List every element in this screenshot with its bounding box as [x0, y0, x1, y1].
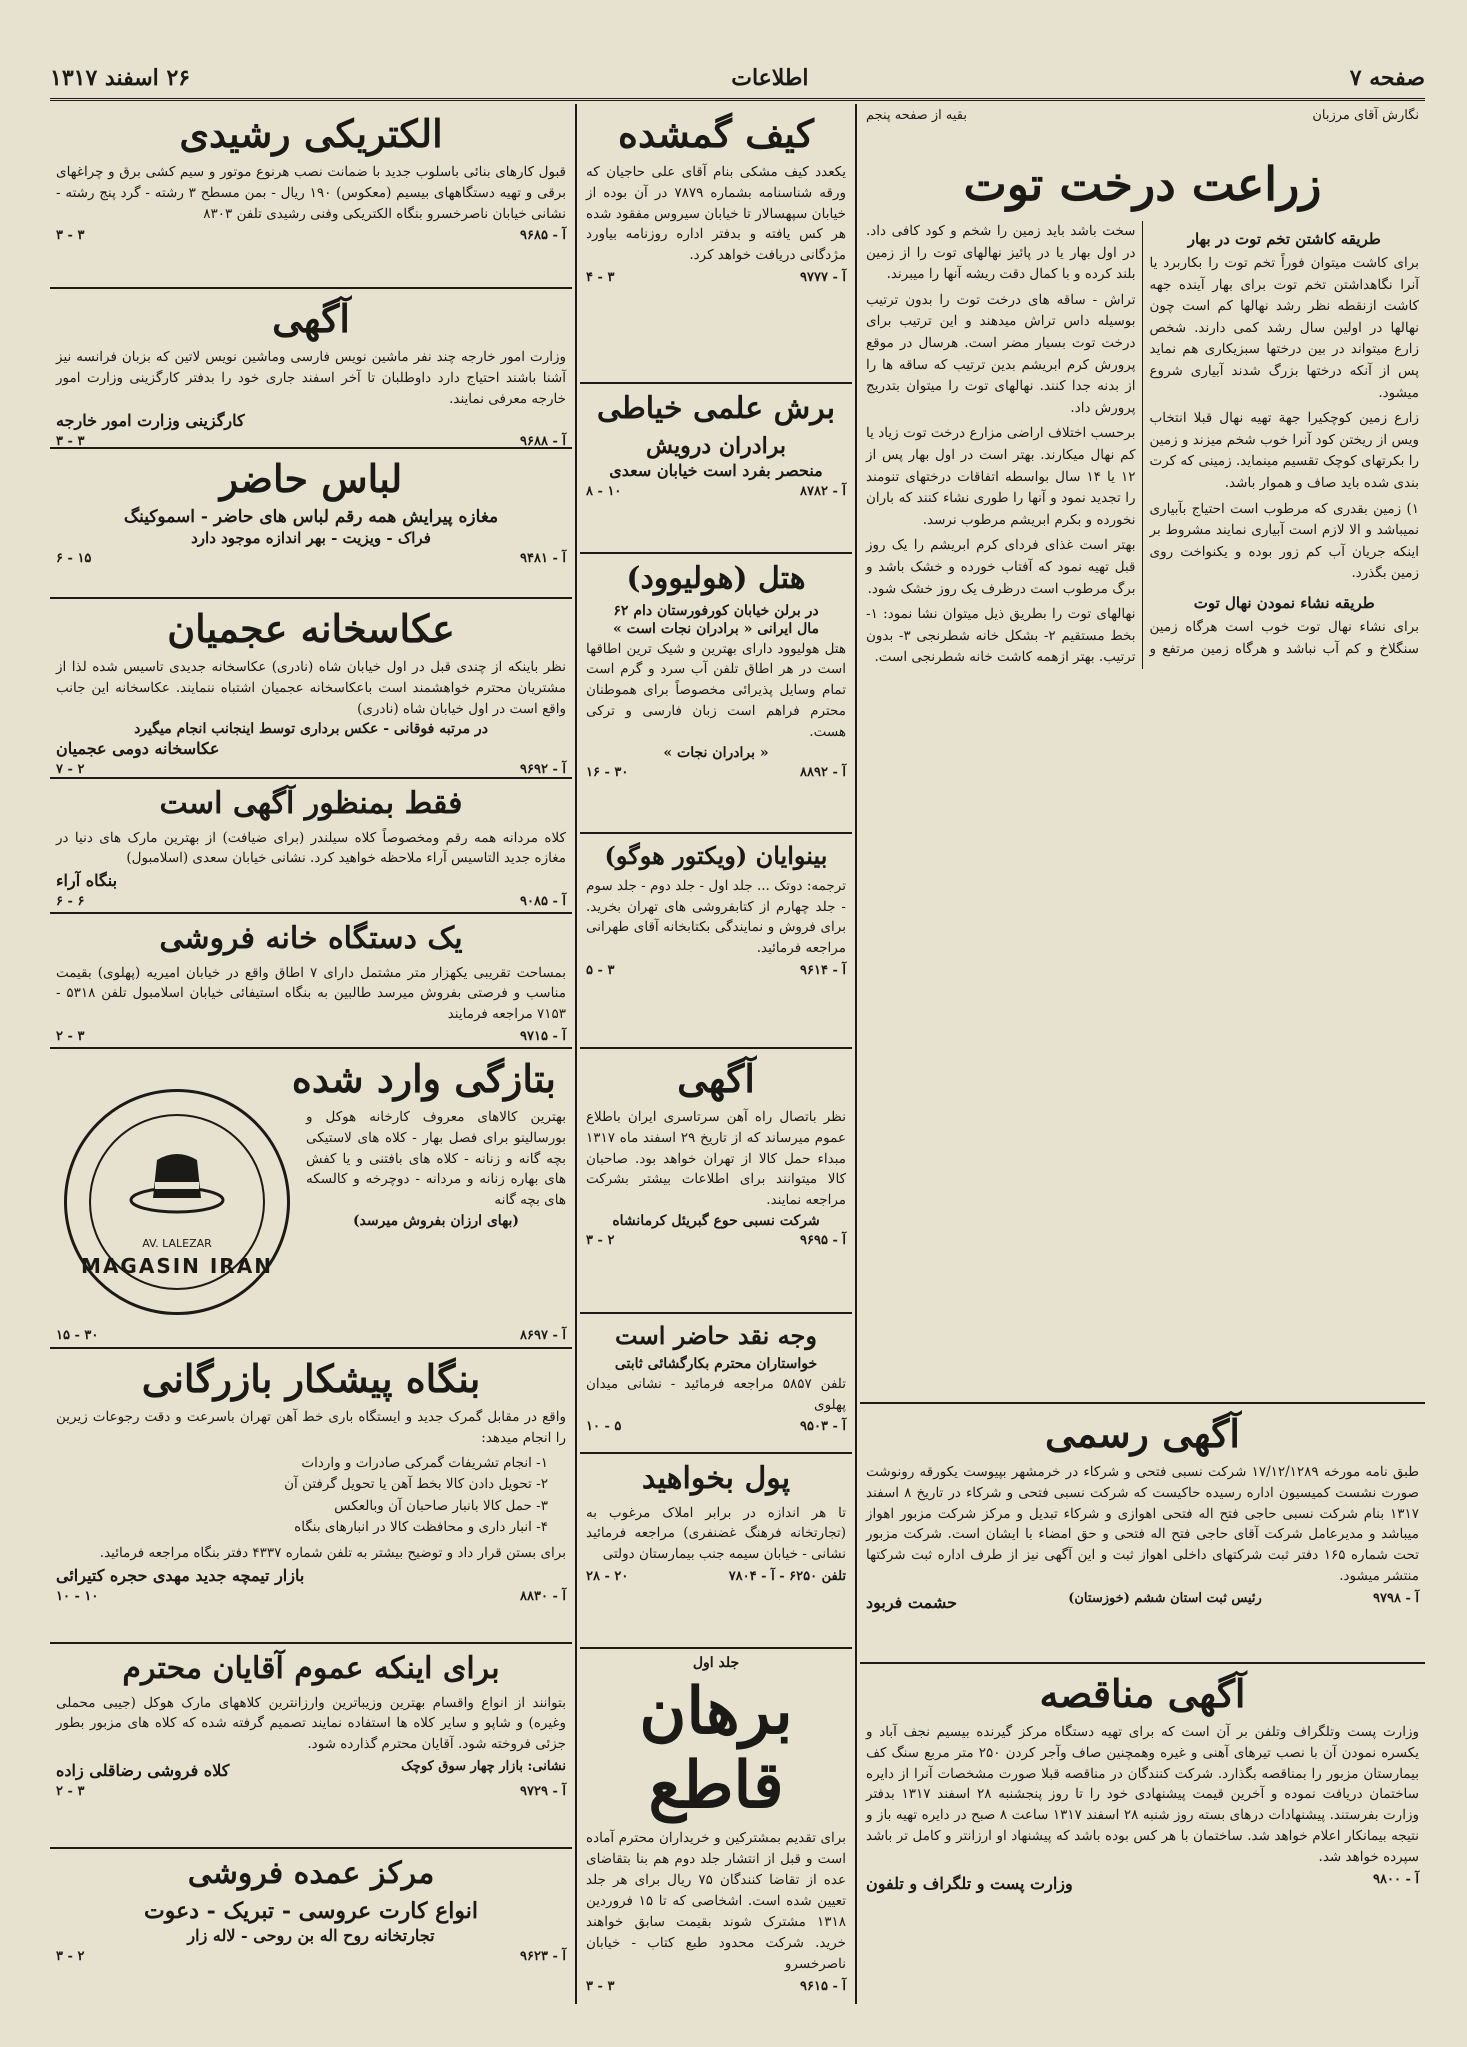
ad-run: ۳ - ۲ [56, 1029, 85, 1045]
ad-ref: آ - ۹۷۲۹ [520, 1784, 566, 1800]
ad-body: طبق نامه مورخه ۱۷/۱۲/۱۲۸۹ شرکت نسبی فتحی و شرکاء در خرمشهر بپیوست یکورقه رونوشت صورت نشست کمیسیون اداره رسیده حاکیست که شرکت نسبی فتحی و شرکاء در تاریخ ۸ اسفند ۱۳۱۷ بنام شرکت نسبی حاجی فتح اله فتحی اهوازی و شرکاء تبدیل و مرکز شرکت مزبور اهواز میباشد و مدیرعامل شرکت آقای حاجی فتح اله فتحی و حق امضاء با ایشان است. شرکت مزبور تحت شماره ۱۶۵ دفتر ثبت شرکتهای داخلی اهواز ثبت و این آگهی نیز از طرف اداره ثبت شرکتها منتشر میشود. [866, 1463, 1420, 1585]
paragraph: برای کاشت میتوان فوراً تخم توت را بکاربرد یا آنرا نگاهداشتن تخم توت برای بهار آینده جهه کاشت ازنقطه نظر رشد نهالها کم است چون نهالها در اولین سال رشد کمی دارند. شخص زارع میتواند در بین درختها سبزیکاری هم نماید پس از آنکه درختها بزرگ شدند آبیاری شروع میشود. [1149, 255, 1419, 401]
ad-body: ترجمه: دوتک ... جلد اول - جلد دوم - جلد سوم - جلد چهارم از کتابفروشی های تهران بخرید. برای فروش و نمایندگی بکتابخانه آقای طهرانی مراجعه فرمائید. [586, 877, 846, 957]
list-item: ۱- انجام تشریفات گمرکی صادرات و واردات [301, 1454, 548, 1471]
ad-run: ۱۰ - ۸ [586, 483, 622, 499]
ad-run: ۳ - ۵ [586, 963, 615, 979]
ad-subtitle: مال ایرانی « برادران نجات است » [612, 620, 820, 637]
ad-run: ۳ - ۳ [56, 434, 85, 449]
list-item: ۲- تحویل دادن کالا بخط آهن یا تحویل گرفتن آن [284, 1476, 548, 1493]
ad-run: ۳۰ - ۱۶ [586, 765, 629, 781]
paragraph: تراش - ساقه های درخت توت را بدون ترتیب بوسیله داس تراش میدهند و این ترتیب برای درخت توت بسیار مضر است. هرسال در موقع پرورش کرم ابریشم بدین ترتیب که ساقه ها را از بدنه جدا کنند. نهالهای توت را میتوان بتدریج پرورش داد. [866, 291, 1136, 416]
ad-subtitle: در مرتبه فوقانی - عکس برداری توسط اینجانب انجام میگیرد [134, 721, 488, 738]
page-number: صفحه ۷ [1349, 65, 1425, 91]
ad-wholesale [50, 1849, 572, 2004]
ad-title: برهان قاطع [639, 1674, 793, 1823]
ad-run: ۲ - ۷ [56, 762, 85, 778]
paragraph: ۱) زمین بقدری که مرطوب است احتیاج بآبیاری نمیباشد و الا لازم است آبیاری نمایند مشروط بر اینکه جریان آب کم زور بوده و یکنواخت روی زمین بگذرد. [1149, 500, 1419, 582]
ad-lost-bag [580, 104, 852, 384]
ad-title: فقط بمنظور آگهی است [159, 786, 463, 821]
paragraph: زارع زمین کوچکیرا جهة تهیه نهال قبلا انتخاب ویس از ریختن کود آنرا خوب شخم میزند و زمین را بکرتهای کوچک تقسیم مینماید. زمینی که کرت بندی شده باید صاف و هموار باشد. [1149, 410, 1419, 491]
ad-subtitle: تجارتخانه روح اله بن روحی - لاله زار [187, 1925, 435, 1945]
ad-title: یک دستگاه خانه فروشی [159, 921, 463, 956]
ad-run: ۶ - ۶ [56, 894, 85, 910]
ad-run: ۳۰ - ۱۵ [56, 1328, 99, 1343]
ad-run: ۳ - ۲ [56, 1784, 85, 1800]
hat-icon [127, 1142, 227, 1222]
ad-run: ۳ - ۳ [56, 228, 85, 244]
ad-run: ۲ - ۳ [586, 1233, 615, 1249]
ad-ref: آ - ۹۶۹۲ [520, 762, 566, 778]
ad-title: الکتریکی رشیدی [179, 111, 443, 156]
ad-run: ۱۰ - ۱۰ [56, 1588, 99, 1604]
ad-signature: بازار تیمچه جدید مهدی حجره کتیرائی [56, 1565, 305, 1585]
ad-ref: آ - ۹۷۷۷ [800, 270, 846, 286]
ad-subtitle: انواع کارت عروسی - تبریک - دعوت [144, 1897, 478, 1924]
ad-body: برای بستن قرار داد و توضیح بیشتر به تلفن شماره ۴۳۳۷ دفتر بنگاه مراجعه فرمائید. [99, 1544, 566, 1561]
ad-subtitle: خواستاران محترم بکارگشائی ثابتی [614, 1355, 818, 1372]
ad-ref: آ - ۹۶۸۸ [520, 434, 566, 449]
ad-ref: آ - ۹۶۱۴ [800, 963, 846, 979]
ad-run: ۲ - ۳ [56, 1948, 85, 1964]
ad-body: واقع در مقابل گمرک جدید و ایستگاه باری خط آهن تهران باسرعت و دقت رجوعات زیرین را انجام میدهد: [56, 1408, 566, 1446]
ad-body: یکعدد کیف مشکی بنام آقای علی حاجیان که ورقه شناسنامه بشماره ۷۸۷۹ در آن بوده از خیابان سپهسالار تا خیابان سیروس مفقود شده هر کس یافته و بدفتر اداره روزنامه بیاورد مژدگانی دریافت خواهد کرد. [586, 163, 846, 264]
ad-body: بتوانند از انواع واقسام بهترین وزیباترین وارزانترین کلاههای مارک هوکل (جیبی محملی وغیره) و شاپو و سایر کلاه ها استفاده نمایند تصمیم گرفته شده که کلاه های مزبور بطور جزئی فروخته شود. آقایان محترم گذارده شود. [56, 1694, 566, 1753]
ad-new-arrivals [50, 1049, 572, 1349]
ad-body: قبول کارهای بنائی باسلوب جدید با ضمانت نصب هرنوع موتور و سیم کشی برق و چراغهای برقی و تهیه دستگاههای بیسیم (معکوس) ۱۹۰ ریال - بمن مسطح ۳ رشته - گرد پنج رشته - نشانی خیابان ناصرخسرو بنگاه الکتریکی وفنی رشیدی تلفن ۸۳۰۳ [56, 163, 566, 222]
ad-title: بینوایان (ویکتور هوگو) [604, 841, 828, 870]
stamp-subtext: AV. LALEZAR [142, 1237, 212, 1250]
ad-ref: آ - ۸۶۹۷ [520, 1328, 566, 1343]
ad-body: برای تقدیم بمشترکین و خریداران محترم آماده است و قبل از انتشار جلد دوم هم بنا بتقاضای عده از تقاضا کنندگان ۷۵ ریال برای هر جلد تعیین شده است. اشخاصی که تا ۱۵ فروردین ۱۳۱۸ مشترک شوند بقیمت سابق خواهند خرید. شرکت محدود طبع کتاب - خیابان ناصرخسرو [586, 1830, 847, 1972]
column-rule [855, 104, 857, 2004]
ad-address: نشانی: بازار چهار سوق کوچک [401, 1759, 566, 1775]
ad-tailoring [580, 384, 852, 554]
ad-subtitle: در برلن خیابان کورفورستان دام ۶۲ [613, 602, 819, 619]
ad-title: پول بخواهید [641, 1461, 791, 1496]
column-right [860, 104, 1425, 2004]
ad-ref: آ - ۹۶۸۵ [520, 228, 566, 244]
ad-railway-notice [580, 1049, 852, 1314]
ad-subtitle: منحصر بفرد است خیابان سعدی [609, 460, 823, 480]
paragraph: بهتر است غذای فردای کرم ابریشم را یک روز قبل تهیه نمود که آفتاب خورده و خشک باشد و برگ مرطوب است درظرف یک روز خشک شود. [866, 537, 1136, 597]
ad-hats [50, 779, 572, 914]
ad-title: آگهی مناقصه [1039, 1671, 1246, 1716]
ad-subtitle: مغازه پیرایش همه رقم لباس های حاضر - اسموکینگ [123, 506, 499, 527]
ad-body: وزارت امور خارجه چند نفر ماشین نویس فارسی وماشین نویس لاتین که بزبان فرانسه نیز آشنا باشند احتیاج دارد داوطلبان تا آخر اسفند جاری خود را بدفتر کارگزینی وزارت امور خارجه معرفی نمایند. [56, 348, 566, 407]
ad-title: آگهی رسمی [1045, 1411, 1240, 1456]
ad-subtitle: « برادران نجات » [663, 745, 769, 762]
ad-signature: کارگزینی وزارت امور خارجه [56, 411, 245, 431]
ad-run: ۵ - ۱۰ [586, 1419, 622, 1435]
ad-ref: آ - ۹۵۰۳ [800, 1419, 846, 1435]
ad-subtitle: فراک - ویزیت - بهر اندازه موجود دارد [191, 528, 431, 547]
article-mulberry [860, 104, 1425, 1404]
continued-note: بقیه از صفحه پنجم [866, 108, 967, 123]
ad-signature: بنگاه آراء [56, 871, 118, 891]
ad-ref: آ - ۹۷۹۸ [1373, 1591, 1419, 1607]
column-rule [575, 104, 577, 2004]
ad-tender [860, 1664, 1425, 2004]
ad-body: نظر باینکه از چندی قبل در اول خیابان شاه (نادری) عکاسخانه جدیدی تاسیس شده لذا از مشتریان محترم خواهشمند است باعکاسخانه عجمیان اشتباه ننمایند. عکاسخانه این جانب واقع است در اول خیابان شاه (نادری) [56, 658, 566, 717]
ad-electric [50, 104, 572, 289]
ad-body: تلفن ۵۸۵۷ مراجعه فرمائید - نشانی میدان پهلوی [586, 1375, 847, 1413]
ad-ref: آ - ۹۶۲۳ [520, 1948, 566, 1964]
stamp-text: MAGASIN IRAN [81, 1254, 273, 1278]
ad-subtitle: جلد اول [692, 1655, 740, 1671]
ad-signature: کلاه فروشی رضاقلی زاده [56, 1761, 230, 1781]
ad-body: کلاه مردانه همه رقم ومخصوصاً کلاه سیلندر (برای ضیافت) از بهترین مارک های دنیا در مغازه جدید التاسیس آراء ملاحظه خواهید کرد. نشانی خیابان سعدی (اسلامبول) [56, 829, 566, 867]
magasin-iran-stamp [64, 1089, 290, 1315]
ad-title: کیف گمشده [618, 111, 814, 156]
issue-date: ۲۶ اسفند ۱۳۱۷ [50, 65, 191, 91]
ad-title: آگهی [272, 296, 350, 341]
ad-signature: شرکت نسبی حوع گبریئل کرمانشاه [612, 1213, 820, 1230]
ad-body: نظر باتصال راه آهن سرتاسری ایران باطلاع عموم میرساند که از تاریخ ۲۹ اسفند ماه ۱۳۱۷ مبداء حمل کالا از تهران خواهد بود. صاحبان کالا میتوانند برای اطلاعات بیشتر بشرکت مراجعه نمایند. [586, 1108, 847, 1209]
ad-ready-clothes [50, 449, 572, 599]
list-item: ۴- انبار داری و محافظت کالا در انبارهای بنگاه [294, 1519, 548, 1536]
article-byline [866, 108, 1419, 123]
ad-ref: آ - ۹۰۸۵ [520, 894, 566, 910]
ad-title: وجه نقد حاضر است [615, 1321, 817, 1350]
ad-signature: عکاسخانه دومی عجمیان [56, 739, 220, 759]
author-byline: نگارش آقای مرزبان [1312, 108, 1419, 123]
ad-commerce-agency [50, 1349, 572, 1644]
ad-photo-studio [50, 599, 572, 779]
ad-run: ۲۰ - ۲۸ [586, 1569, 629, 1585]
ad-title: عکاسخانه عجمیان [167, 606, 455, 651]
ad-hat-shop [50, 1644, 572, 1849]
ad-borhan-qate [580, 1649, 852, 2004]
ad-house-sale [50, 914, 572, 1049]
ad-body: تا هر اندازه در برابر املاک مرغوب به (تجارتخانه فرهنگ غضنفری) مراجعه فرمائید نشانی - خیابان سیمه جنب بیمارستان دولتی [586, 1504, 846, 1563]
ad-ref: آ - ۹۷۱۵ [520, 1029, 566, 1045]
ad-foreign-ministry [50, 289, 572, 449]
ad-sub-signature: رئیس ثبت استان ششم (خوزستان) [1068, 1591, 1262, 1607]
ad-title: بنگاه پیشکار بازرگانی [141, 1356, 481, 1401]
ad-title: بتازگی وارد شده [291, 1056, 556, 1101]
column-left [50, 104, 572, 2004]
ad-official [860, 1404, 1425, 1664]
article-title: زراعت درخت توت [963, 157, 1322, 211]
article-body [866, 221, 1419, 669]
paragraph: برحسب اختلاف اراضی مزارع درخت توت زیاد یا کم نهال میکارند. بهتر است در اول بهار پس از ۱۲ یا ۱۴ سال بواسطه اتفاقات درختهای تنومند را تجدید نمود و آنها را طوری نشاء کنند که باران نخورده و بکرم ابریشم مرطوب نرسد. [866, 425, 1136, 528]
services-list [56, 1453, 548, 1539]
ad-title: برش علمی خیاطی [596, 391, 836, 426]
ad-ref: آ - ۹۶۱۵ [800, 1978, 846, 1994]
ad-ref: آ - ۸۸۳۰ [520, 1588, 566, 1604]
ad-signature: حشمت فربود [866, 1593, 958, 1613]
column-middle [580, 104, 852, 2004]
ad-les-miserables [580, 834, 852, 1049]
section-heading: طریقه نشاء نمودن نهال توت [1193, 593, 1375, 612]
ad-body: وزارت پست وتلگراف وتلفن بر آن است که برای تهیه دستگاه مرکز گیرنده بیسیم نجف آباد و یکسره نمودن آن با نصب تیرهای آهنی و غیره وهمچنین صاف وآجر کردن ۲۵۰ متر مربع سنگ کف بیمارستان مزبور را بمناقصه بگذارد. شرکت کنندگان در مناقصه قبلا صورت مشخصات آنرا از دایره ساختمان دریافت نموده و آخرین قیمت پیشنهادی خود را تا روز پنجشنبه ۲۸ اسفند ۱۳۱۷ بدفتر وزارت بفرستند. پیشنهادات درهای بسته روز شنبه ۲۸ اسفند ۱۳۱۷ ساعت ۸ صبح در دایره تهیه باز و نتیجه بیمانکار اعلام خواهد شد. ساختمان با هر کس بوده باشد که پیشنهاد او ارزانتر و کامل تر باشد سپرده خواهد شد. [866, 1723, 1420, 1866]
paragraph: برای نشاء نهال توت خوب است هرگاه زمین سنگلاخ و کم آب نباشد و هرگاه زمین مرتفع و سخت باشد باید زمین را شخم و کود کافی داد. در اول بهار یا در پائیز نهالهای توت را از زمین بلند کرده و با کمال دقت ریشه آنها را میبرند. [866, 223, 1419, 657]
ad-ref: آ - ۹۸۰۰ [1373, 1872, 1419, 1888]
list-item: ۳- حمل کالا بانبار صاحبان آن وبالعکس [334, 1497, 548, 1514]
ad-title: برای اینکه عموم آقایان محترم [122, 1651, 500, 1686]
ad-body: بهترین کالاهای معروف کارخانه هوکل و بورسالینو برای فصل بهار - کلاه های لاستیکی بچه گانه و زنانه - کلاه های بافتنی و یا کفش های بهاره زنانه و مردانه - دوچرخه و کالسکه های بچه گانه [306, 1108, 566, 1209]
ad-run: ۳ - ۳ [586, 1978, 615, 1994]
page-header [50, 58, 1425, 101]
ad-title: آگهی [677, 1056, 755, 1101]
paragraph: نهالهای توت را بطریق ذیل میتوان نشا نمود: ۱- بخط مستقیم ۲- بشکل خانه شطرنجی ۳- بدون ترتیب. بهتر ازهمه کاشت خانه شطرنجی است. [866, 606, 1136, 666]
ad-title: مرکز عمده فروشی [187, 1856, 435, 1891]
ad-title: هتل (هولیوود) [626, 561, 806, 596]
ad-ref: آ - ۹۴۸۱ [520, 550, 566, 566]
ad-title: لباس حاضر [219, 456, 403, 501]
ad-loans [580, 1454, 852, 1649]
ad-ref: آ - ۹۶۹۵ [800, 1233, 846, 1249]
ad-run: ۱۵ - ۶ [56, 550, 92, 566]
ad-cash [580, 1314, 852, 1454]
ad-ref: تلفن ۶۲۵۰ - آ - ۷۸۰۴ [728, 1569, 846, 1585]
ad-subtitle: برادران درویش [646, 432, 786, 459]
ad-hotel [580, 554, 852, 834]
ad-run: ۳ - ۴ [586, 270, 615, 286]
ad-body: بمساحت تقریبی یکهزار متر مشتمل دارای ۷ اطاق واقع در خیابان امیریه (پهلوی) بقیمت مناسب و فرصتی بفروش میرسد طالبین به بنگاه استیفائی خیابان اسلامبول تلفن ۵۳۱۸ - ۷۱۵۳ مراجعه فرمایند [56, 964, 566, 1023]
ad-signature: وزارت پست و تلگراف و تلفون [866, 1874, 1073, 1894]
ad-ref: آ - ۸۸۹۲ [800, 765, 846, 781]
section-heading: طریقه کاشتن تخم توت در بهار [1187, 230, 1381, 248]
ad-ref: آ - ۸۷۸۲ [800, 483, 846, 499]
ad-subtitle: (بهای ارزان بفروش میرسد) [352, 1213, 520, 1230]
ad-body: هتل هولیوود دارای بهترین و شیک ترین اطاقها است در هر اطاق تلفن آب سرد و گرم است تمام وسایل پذیرائی مخصوصاً برای هموطنان محترم فراهم است زبان فارسی و ترکی هست. [586, 640, 846, 741]
newspaper-name: اطلاعات [731, 65, 809, 91]
